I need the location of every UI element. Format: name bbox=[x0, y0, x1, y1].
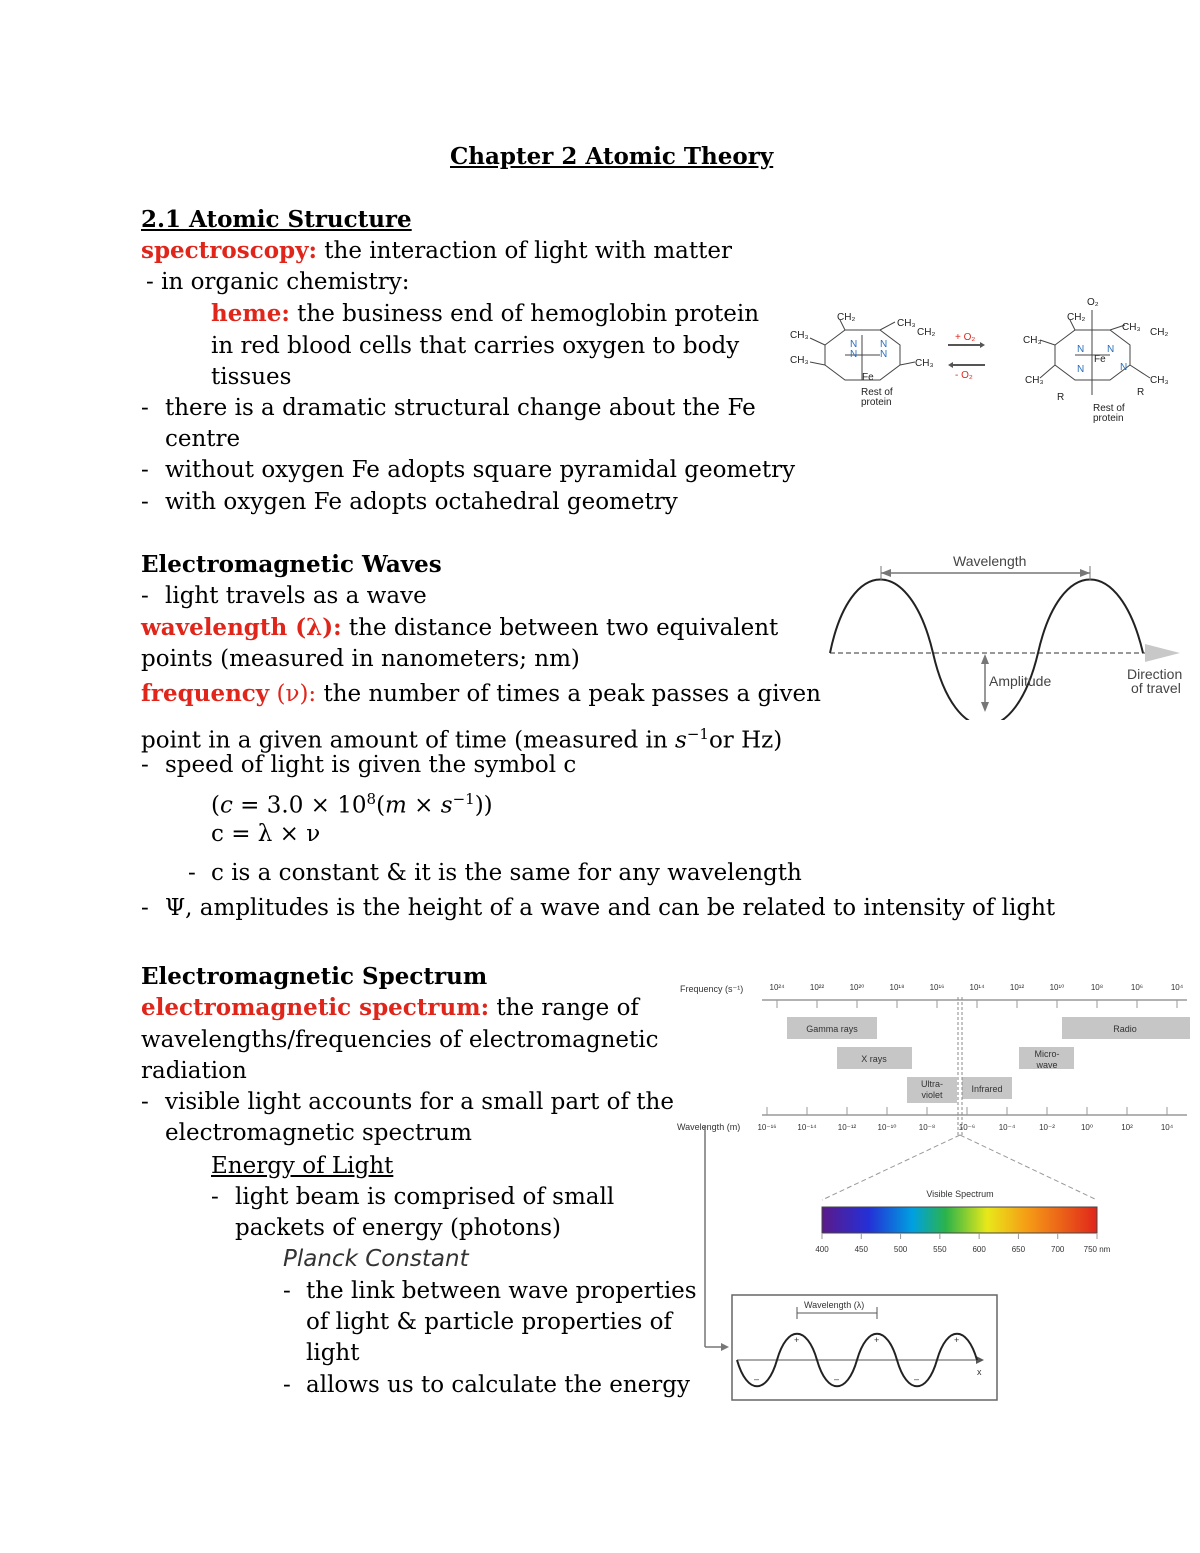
eq-c: c bbox=[219, 792, 233, 819]
bullet-dash: - bbox=[283, 1278, 291, 1304]
bullet-dash: - bbox=[211, 1184, 219, 1210]
wavelength-tick-label: 10² bbox=[1121, 1123, 1133, 1132]
spectroscopy-line bbox=[141, 237, 732, 265]
heme-ch3-label: CH₃ bbox=[1023, 335, 1042, 346]
wavelength-label: Wavelength bbox=[953, 553, 1027, 569]
o2-label: O₂ bbox=[1087, 297, 1099, 308]
heme-ch3-label: CH₃ bbox=[897, 318, 916, 329]
x-axis-label: x bbox=[977, 1367, 982, 1377]
plus-o2-label: + O₂ bbox=[955, 332, 976, 343]
section-heading-atomic-structure: 2.1 Atomic Structure bbox=[141, 206, 412, 233]
visible-tick-label: 600 bbox=[972, 1245, 986, 1254]
wavelength-term: wavelength (λ): bbox=[141, 614, 342, 641]
visible-tick-label: 450 bbox=[854, 1245, 868, 1254]
bullet-dash: - bbox=[141, 395, 149, 421]
heme-term: heme: bbox=[211, 300, 290, 327]
em-spectrum-figure bbox=[672, 975, 1192, 1410]
bullet-wave-particle-3: light bbox=[306, 1340, 360, 1366]
eq-unit-exponent: −1 bbox=[452, 790, 475, 808]
x-rays-label: X rays bbox=[861, 1054, 887, 1064]
plus-sign: + bbox=[794, 1335, 800, 1345]
heme-ch2-label: CH₂ bbox=[1150, 327, 1169, 338]
wavelength-tick-label: 10⁻⁶ bbox=[958, 1123, 976, 1132]
heme-ch3-label: CH₃ bbox=[790, 330, 809, 341]
heme-ch3-label: CH₃ bbox=[1122, 322, 1141, 333]
heme-rest-label: Rest of bbox=[1093, 403, 1125, 414]
bullet-dash: - bbox=[141, 1089, 149, 1115]
heme-n-label: N bbox=[850, 349, 858, 360]
heme-protein-label: protein bbox=[861, 397, 892, 408]
heme-n-label: N bbox=[1077, 344, 1085, 355]
heme-line-2: in red blood cells that carries oxygen to body bbox=[211, 333, 740, 359]
section-heading-em-waves: Electromagnetic Waves bbox=[141, 551, 442, 578]
frequency-tick-label: 10²⁴ bbox=[769, 983, 785, 992]
em-spectrum-term: electromagnetic spectrum: bbox=[141, 994, 490, 1021]
heme-r-label: R bbox=[1057, 392, 1065, 403]
bullet-photons-cont: packets of energy (photons) bbox=[235, 1215, 561, 1241]
em-spectrum-definition: the range of bbox=[489, 995, 639, 1021]
minus-sign: – bbox=[754, 1374, 760, 1384]
wavelength-tick-label: 10⁰ bbox=[1080, 1123, 1094, 1132]
wavelength-tick-label: 10⁴ bbox=[1160, 1123, 1174, 1132]
frequency-tick-label: 10⁸ bbox=[1090, 983, 1104, 992]
wavelength-line bbox=[141, 614, 778, 642]
frequency-tick-label: 10⁴ bbox=[1170, 983, 1184, 992]
frequency-tick-label: 10¹⁰ bbox=[1049, 983, 1065, 992]
wavelength-axis-label: Wavelength (m) bbox=[677, 1122, 741, 1132]
equation-c-lambda-nu: c = λ × ν bbox=[211, 821, 321, 847]
eq-paren: ( bbox=[376, 792, 386, 819]
heme-r-label: R bbox=[1137, 387, 1145, 398]
direction-label: Direction bbox=[1127, 666, 1183, 682]
heme-structure-figure bbox=[785, 290, 1180, 430]
heme-ch3-label: CH₃ bbox=[915, 358, 934, 369]
bullet-fe-change: there is a dramatic structural change about the Fe bbox=[165, 395, 756, 421]
subheading-energy-of-light: Energy of Light bbox=[211, 1153, 394, 1179]
heme-fe-label: Fe bbox=[862, 372, 874, 383]
bullet-dash: - bbox=[141, 895, 149, 921]
frequency-def-text: point in a given amount of time (measured in bbox=[141, 727, 675, 754]
bullet-calculate-energy: allows us to calculate the energy bbox=[306, 1372, 691, 1398]
bullet-dash: - bbox=[141, 752, 149, 778]
heme-rest-label: Rest of bbox=[861, 387, 893, 398]
heme-ch3-label: CH₃ bbox=[1025, 375, 1044, 386]
heme-n-label: N bbox=[880, 339, 888, 350]
bullet-dash: - bbox=[283, 1372, 291, 1398]
subheading-planck-constant: Planck Constant bbox=[283, 1246, 469, 1272]
heme-protein-label: protein bbox=[1093, 413, 1124, 424]
heme-n-label: N bbox=[1120, 362, 1128, 373]
em-spectrum-line-2: wavelengths/frequencies of electromagnetic bbox=[141, 1027, 659, 1053]
visible-tick-label: 500 bbox=[893, 1245, 908, 1254]
bullet-amplitude: Ψ, amplitudes is the height of a wave and can be related to intensity of light bbox=[165, 895, 1056, 921]
section-heading-em-spectrum: Electromagnetic Spectrum bbox=[141, 963, 488, 990]
wavelength-tick-label: 10⁻⁸ bbox=[918, 1123, 936, 1132]
frequency-tick-label: 10¹⁸ bbox=[889, 983, 905, 992]
ultraviolet-label-2: violet bbox=[921, 1090, 943, 1100]
heme-n-label: N bbox=[850, 339, 858, 350]
wavelength-tick-label: 10⁻² bbox=[1039, 1123, 1055, 1132]
bullet-photons: light beam is comprised of small bbox=[235, 1184, 615, 1210]
microwave-label: Micro- bbox=[1034, 1049, 1060, 1059]
microwave-label-2: wave bbox=[1036, 1060, 1058, 1070]
wave-inset-box bbox=[732, 1295, 997, 1400]
heme-fe-label: Fe bbox=[1094, 354, 1106, 365]
bullet-octahedral: with oxygen Fe adopts octahedral geometry bbox=[165, 489, 678, 515]
bullet-c-constant: c is a constant & it is the same for any wavelength bbox=[211, 860, 802, 886]
visible-tick-label: 750 nm bbox=[1083, 1245, 1111, 1254]
heme-ch2-label: CH₂ bbox=[1067, 312, 1086, 323]
eq-units: m × s bbox=[385, 792, 453, 819]
heme-ch3-label: CH₃ bbox=[1150, 375, 1169, 386]
heme-ch2-label: CH₂ bbox=[837, 312, 856, 323]
spectroscopy-definition: the interaction of light with matter bbox=[316, 238, 732, 264]
bullet-wave-particle-2: of light & particle properties of bbox=[306, 1309, 673, 1335]
heme-n-label: N bbox=[880, 349, 888, 360]
bullet-square-pyramidal: without oxygen Fe adopts square pyramidal geometry bbox=[165, 457, 796, 483]
heme-n-label: N bbox=[1107, 344, 1115, 355]
frequency-tick-label: 10¹² bbox=[1009, 983, 1025, 992]
bullet-wave-particle: the link between wave properties bbox=[306, 1278, 697, 1304]
visible-tick-label: 550 bbox=[933, 1245, 947, 1254]
bullet-speed-of-light: speed of light is given the symbol c bbox=[165, 752, 577, 778]
wavelength-tick-label: 10⁻¹⁰ bbox=[877, 1123, 897, 1132]
infrared-label: Infrared bbox=[971, 1084, 1003, 1094]
bullet-visible-light: visible light accounts for a small part of the bbox=[165, 1089, 674, 1115]
frequency-tick-label: 10⁶ bbox=[1130, 983, 1144, 992]
eq-paren: )) bbox=[474, 792, 493, 819]
wavelength-tick-label: 10⁻⁴ bbox=[998, 1123, 1016, 1132]
bullet-dash: - bbox=[141, 457, 149, 483]
wavelength-tick-label: 10⁻¹⁶ bbox=[757, 1123, 777, 1132]
heme-line-1 bbox=[211, 300, 759, 328]
unit-exponent: −1 bbox=[686, 725, 709, 743]
radio-label: Radio bbox=[1113, 1024, 1137, 1034]
eq-paren: ( bbox=[211, 792, 220, 819]
spectroscopy-term: spectroscopy: bbox=[141, 237, 317, 264]
minus-sign: – bbox=[834, 1374, 840, 1384]
bullet-visible-light-cont: electromagnetic spectrum bbox=[165, 1120, 472, 1146]
frequency-symbol: (ν): bbox=[269, 681, 317, 707]
em-spectrum-line bbox=[141, 994, 639, 1022]
plus-sign: + bbox=[954, 1335, 960, 1345]
wavelength-line-2: points (measured in nanometers; nm) bbox=[141, 646, 580, 672]
frequency-tick-label: 10¹⁴ bbox=[969, 983, 985, 992]
direction-label-2: of travel bbox=[1131, 680, 1181, 696]
plus-sign: + bbox=[874, 1335, 880, 1345]
frequency-tick-label: 10²² bbox=[809, 983, 825, 992]
bullet-fe-change-cont: centre bbox=[165, 426, 241, 452]
bullet-dash: - bbox=[141, 583, 149, 609]
organic-line: - in organic chemistry: bbox=[146, 269, 410, 295]
visible-tick-label: 400 bbox=[815, 1245, 829, 1254]
bullet-light-wave: light travels as a wave bbox=[165, 583, 427, 609]
heme-ch2-label: CH₂ bbox=[917, 327, 936, 338]
frequency-line-2 bbox=[141, 720, 782, 755]
ultraviolet-label: Ultra- bbox=[921, 1079, 943, 1089]
frequency-axis-label: Frequency (s⁻¹) bbox=[680, 984, 744, 994]
visible-spectrum-bar bbox=[822, 1207, 1097, 1233]
amplitude-label: Amplitude bbox=[989, 673, 1052, 689]
minus-sign: – bbox=[914, 1374, 920, 1384]
heme-ch3-label: CH₃ bbox=[790, 355, 809, 366]
inset-wavelength-label: Wavelength (λ) bbox=[804, 1300, 865, 1310]
em-spectrum-line-3: radiation bbox=[141, 1058, 247, 1084]
wavelength-tick-label: 10⁻¹⁴ bbox=[797, 1123, 817, 1132]
equation-speed-of-light bbox=[211, 785, 493, 820]
bullet-dash: - bbox=[141, 489, 149, 515]
visible-spectrum-label: Visible Spectrum bbox=[926, 1189, 994, 1199]
gamma-rays-label: Gamma rays bbox=[806, 1024, 858, 1034]
page-title: Chapter 2 Atomic Theory bbox=[450, 143, 774, 170]
frequency-tick-label: 10¹⁶ bbox=[929, 983, 945, 992]
wave-figure bbox=[825, 550, 1195, 720]
wavelength-definition: the distance between two equivalent bbox=[341, 615, 779, 641]
bullet-dash: - bbox=[188, 860, 196, 886]
eq-value: = 3.0 × 10 bbox=[232, 792, 367, 819]
minus-o2-label: - O₂ bbox=[955, 370, 973, 381]
frequency-definition: the number of times a peak passes a given bbox=[316, 681, 821, 707]
frequency-def-hz: or Hz) bbox=[708, 727, 783, 754]
wavelength-tick-label: 10⁻¹² bbox=[837, 1123, 857, 1132]
eq-exponent: 8 bbox=[366, 790, 377, 808]
heme-definition: the business end of hemoglobin protein bbox=[289, 301, 760, 327]
frequency-tick-label: 10²⁰ bbox=[849, 983, 865, 992]
frequency-term: frequency bbox=[141, 680, 270, 707]
unit-s: s bbox=[675, 727, 687, 754]
heme-n-label: N bbox=[1077, 364, 1085, 375]
visible-tick-label: 650 bbox=[1011, 1245, 1026, 1254]
visible-tick-label: 700 bbox=[1051, 1245, 1065, 1254]
frequency-line bbox=[141, 680, 821, 708]
heme-line-3: tissues bbox=[211, 364, 292, 390]
